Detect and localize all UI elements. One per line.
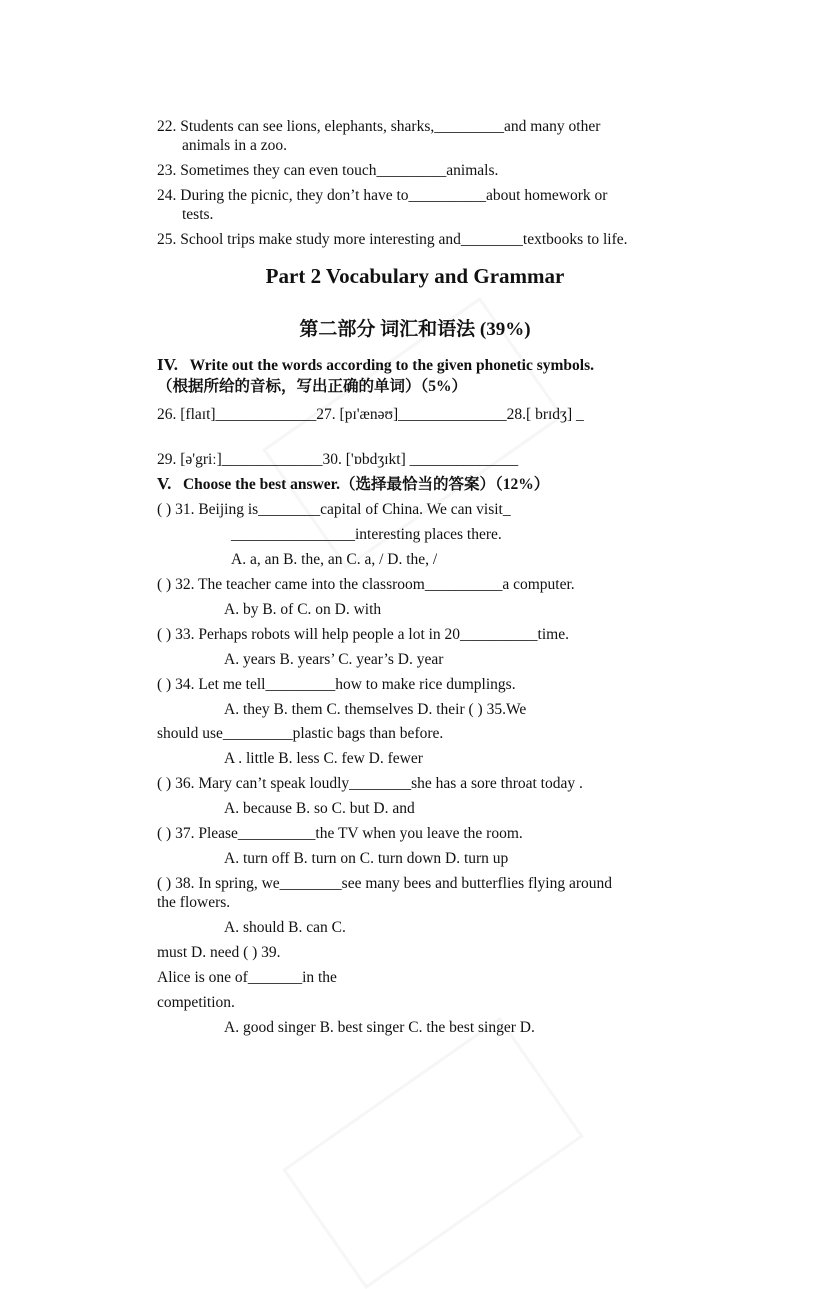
question-22: 22. Students can see lions, elephants, sharks,_________and many other [157, 118, 601, 135]
mc-line: ( ) 34. Let me tell_________how to make rice dumplings. [157, 676, 516, 693]
question-24-continued: tests. [182, 206, 214, 223]
question-25: 25. School trips make study more interesting and________textbooks to life. [157, 231, 628, 248]
part-title-chinese: 第二部分 词汇和语法 (39%) [299, 319, 531, 340]
section-iv-heading: IV. Write out the words according to the given phonetic symbols. [157, 355, 595, 374]
section-v-heading: V. Choose the best answer.（选择最恰当的答案）（12%） [157, 474, 550, 493]
phonetic-row-2: 29. [ə'griː]_____________30. ['ɒbdʒɪkt] ______________ [157, 451, 519, 468]
mc-line: ( ) 37. Please__________the TV when you leave the room. [157, 825, 523, 842]
mc-options: A. by B. of C. on D. with [224, 601, 382, 618]
mc-options: A. they B. them C. themselves D. their ( ) 35.We [224, 701, 527, 718]
mc-line: the flowers. [157, 894, 231, 911]
mc-line: ( ) 32. The teacher came into the classroom__________a computer. [157, 576, 575, 593]
mc-line: Alice is one of_______in the [157, 969, 337, 986]
mc-options: A. a, an B. the, an C. a, / D. the, / [231, 551, 438, 568]
mc-line: should use_________plastic bags than before. [157, 725, 444, 742]
mc-options: A . little B. less C. few D. fewer [224, 750, 423, 767]
section-iv-heading-cn: （根据所给的音标，写出正确的单词）（5%） [157, 378, 468, 395]
mc-line: ( ) 36. Mary can’t speak loudly________she has a sore throat today . [157, 775, 583, 792]
phonetic-row-1: 26. [flaɪt]_____________27. [pɪ'ænəʊ]______________28.[ brɪdʒ] _ [157, 406, 584, 423]
mc-options: A. years B. years’ C. year’s D. year [224, 651, 444, 668]
part-title-english: Part 2 Vocabulary and Grammar [265, 264, 565, 288]
mc-line: ( ) 38. In spring, we________see many bees and butterflies flying around [157, 875, 612, 892]
mc-options: A. good singer B. best singer C. the best singer D. [224, 1019, 535, 1036]
mc-line: competition. [157, 994, 235, 1011]
mc-line: ________________interesting places there. [231, 526, 502, 543]
mc-line: ( ) 31. Beijing is________capital of China. We can visit_ [157, 501, 511, 518]
question-22-continued: animals in a zoo. [182, 137, 288, 154]
question-24: 24. During the picnic, they don’t have to__________about homework or [157, 187, 608, 204]
mc-line: ( ) 33. Perhaps robots will help people a lot in 20__________time. [157, 626, 569, 643]
watermark-mark [282, 1017, 584, 1289]
mc-options: must D. need ( ) 39. [157, 944, 281, 961]
mc-options: A. should B. can C. [224, 919, 346, 936]
mc-options: A. turn off B. turn on C. turn down D. turn up [224, 850, 509, 867]
mc-options: A. because B. so C. but D. and [224, 800, 415, 817]
question-23: 23. Sometimes they can even touch_________animals. [157, 162, 499, 179]
